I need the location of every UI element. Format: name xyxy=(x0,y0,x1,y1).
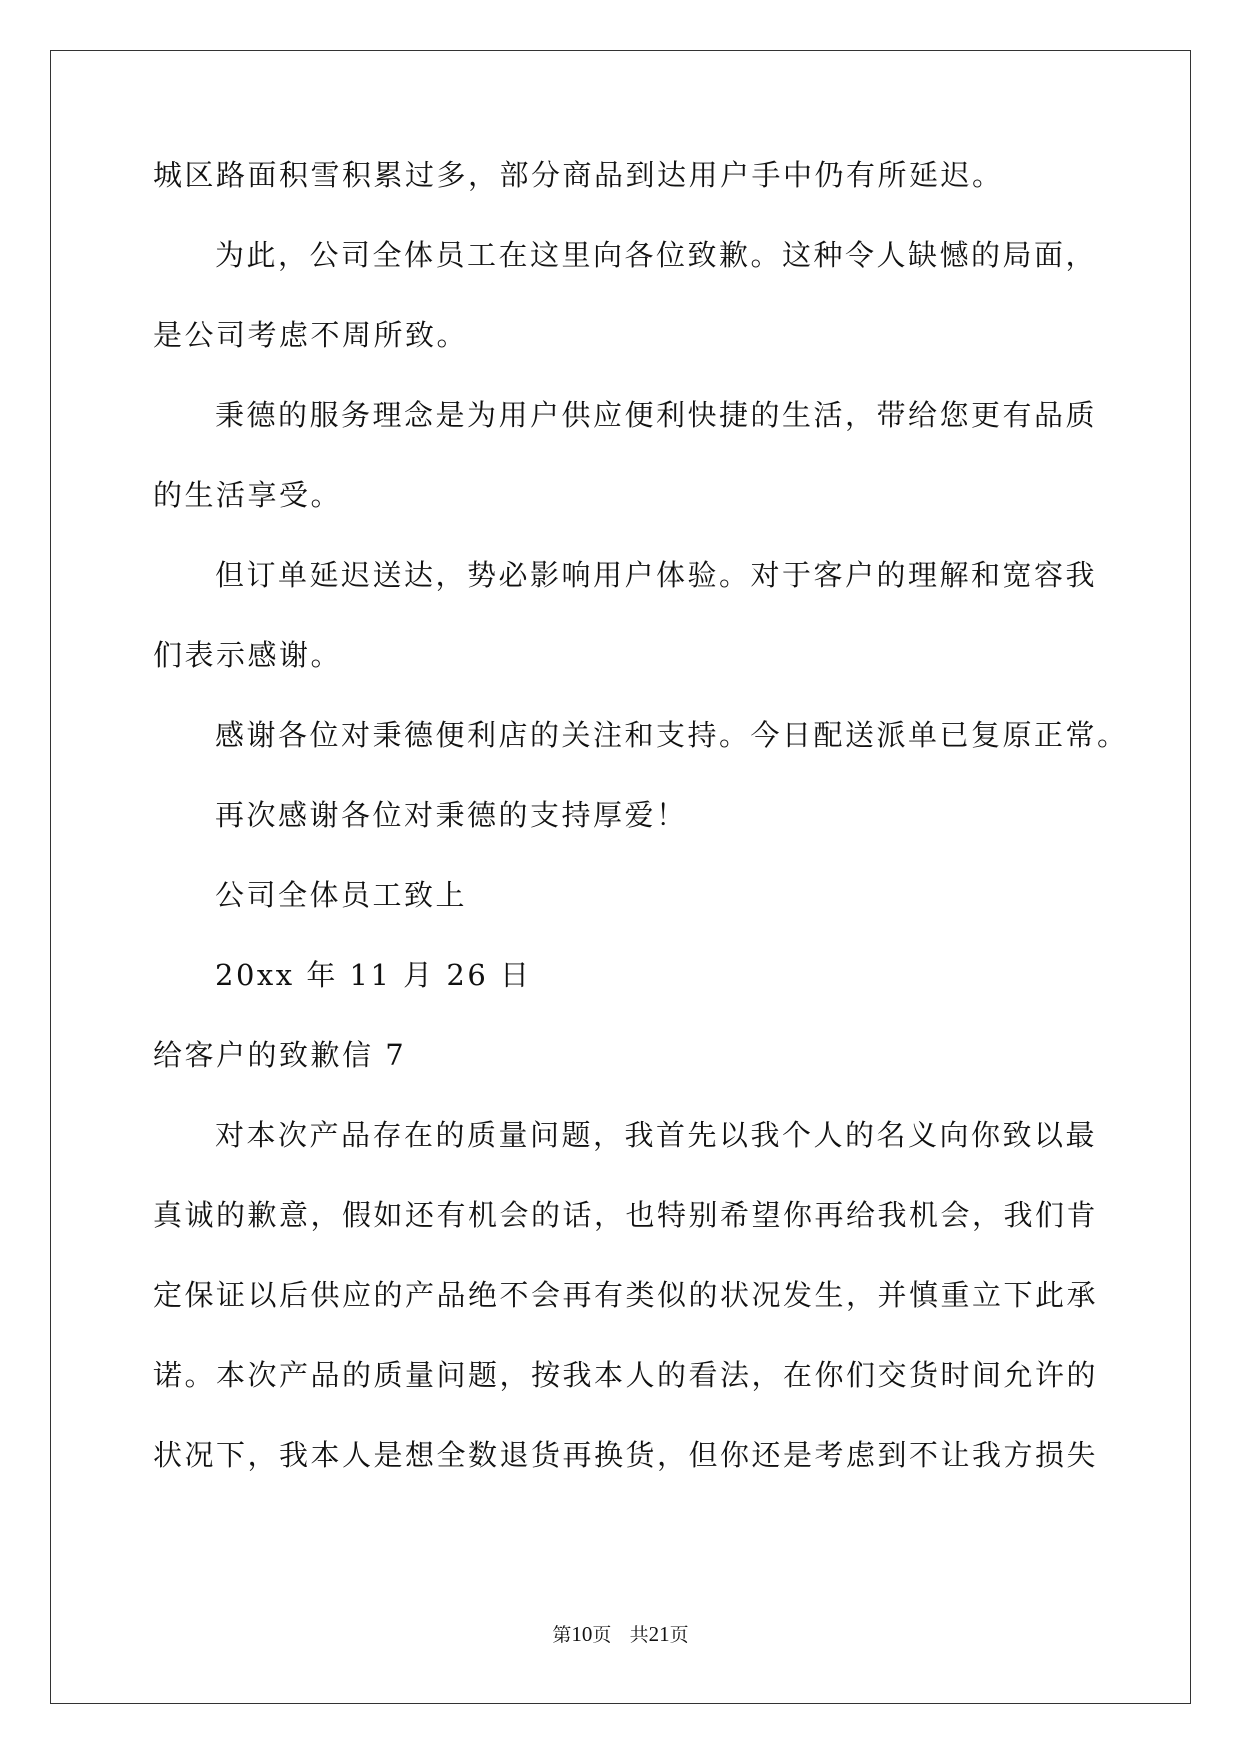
section-heading: 给客户的致歉信 7 xyxy=(153,1038,407,1072)
text-line: 真诚的歉意，假如还有机会的话，也特别希望你再给我机会，我们肯 xyxy=(153,1198,1099,1232)
text-line: 定保证以后供应的产品绝不会再有类似的状况发生，并慎重立下此承 xyxy=(153,1278,1099,1312)
total-pages-number: 21 xyxy=(648,1622,670,1646)
text-line: 感谢各位对秉德便利店的关注和支持。今日配送派单已复原正常。 xyxy=(215,718,1129,752)
text-line: 再次感谢各位对秉德的支持厚爱！ xyxy=(215,798,688,832)
footer-prefix: 第 xyxy=(552,1624,572,1646)
text-line: 为此，公司全体员工在这里向各位致歉。这种令人缺憾的局面， xyxy=(215,238,1098,272)
text-line: 的生活享受。 xyxy=(153,478,343,512)
footer-total-prefix: 共 xyxy=(629,1624,649,1646)
text-line: 状况下，我本人是想全数退货再换货，但你还是考虑到不让我方损失 xyxy=(153,1438,1099,1472)
text-line: 秉德的服务理念是为用户供应便利快捷的生活，带给您更有品质 xyxy=(215,398,1098,432)
footer-total-suffix: 页 xyxy=(669,1624,689,1646)
text-line: 城区路面积雪积累过多，部分商品到达用户手中仍有所延迟。 xyxy=(153,158,1004,192)
signature-line: 公司全体员工致上 xyxy=(215,878,468,912)
page-footer xyxy=(0,1622,1241,1647)
text-line: 对本次产品存在的质量问题，我首先以我个人的名义向你致以最 xyxy=(215,1118,1098,1152)
text-line: 们表示感谢。 xyxy=(153,638,343,672)
text-line: 是公司考虑不周所致。 xyxy=(153,318,469,352)
footer-page-word: 页 xyxy=(592,1624,612,1646)
text-line: 诺。本次产品的质量问题，按我本人的看法，在你们交货时间允许的 xyxy=(153,1358,1099,1392)
text-line: 但订单延迟送达，势必影响用户体验。对于客户的理解和宽容我 xyxy=(215,558,1098,592)
current-page-number: 10 xyxy=(571,1622,593,1646)
date-line: 20xx 年 11 月 26 日 xyxy=(215,958,532,992)
